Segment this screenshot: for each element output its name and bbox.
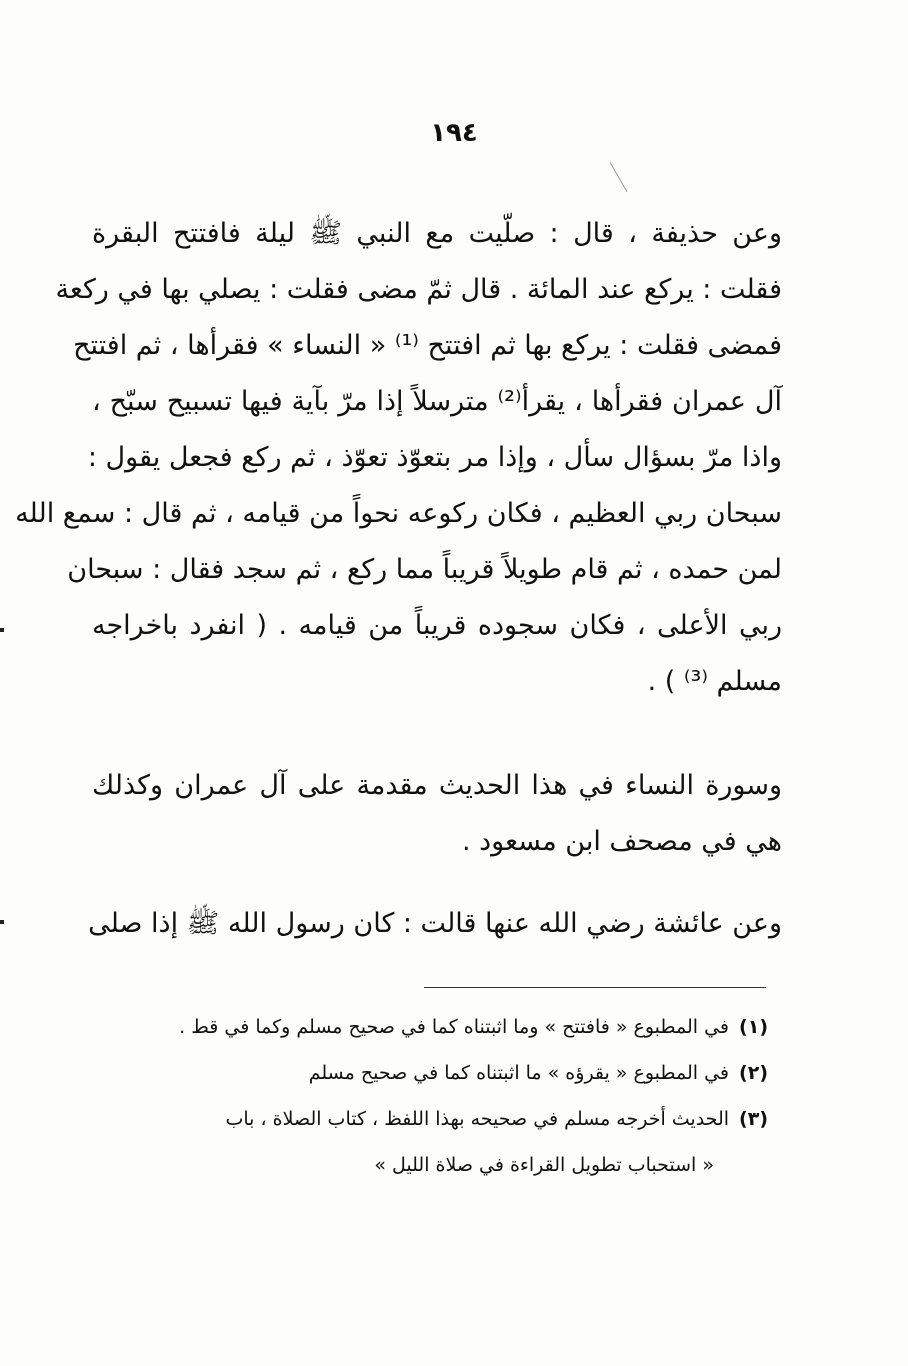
text-line: وعن عائشة رضي الله عنها قالت : كان رسول الله ﷺ إذا صلى [88,908,782,939]
scan-mark [0,920,4,924]
text-line: فمضى فقلت : يركع بها ثم افتتح ⁽¹⁾ « النساء » فقرأها ، ثم افتتح [73,330,782,361]
text-line: فقلت : يركع عند المائة . قال ثمّ مضى فقلت : يصلي بها في ركعة [55,274,782,305]
page-number: ١٩٤ [430,118,478,148]
text-line: واذا مرّ بسؤال سأل ، وإذا مر بتعوّذ تعوّذ ، ثم ركع فجعل يقول : [87,442,782,473]
footnote-text: الحديث أخرجه مسلم في صحيحه بهذا اللفظ ، كتاب الصلاة ، باب [225,1108,730,1130]
text-line: مسلم ⁽³⁾ ) . [647,666,782,697]
footnote-text: في المطبوع « فافتتح » وما اثبتناه كما في صحيح مسلم وكما في قط . [179,1016,730,1038]
footnote-3 [96,1110,768,1156]
scan-mark [0,628,4,632]
paragraph-surat-nisa [92,772,782,884]
footnote-number: (٢) [739,1062,768,1084]
footnotes [96,1018,768,1202]
paragraph-hudhayfa [15,218,782,724]
footnote-text: في المطبوع « يقرؤه » ما اثبتناه كما في صحيح مسلم [308,1062,730,1084]
footnote-3-continued [96,1156,768,1202]
footnote-2 [96,1064,768,1110]
text-line: سبحان ربي العظيم ، فكان ركوعه نحواً من قيامه ، ثم قال : سمع الله [15,498,782,529]
footnote-1 [96,1018,768,1064]
footnote-text: « استحباب تطويل القراءة في صلاة الليل » [374,1154,714,1176]
footnote-number: (١) [739,1016,768,1038]
paragraph-aisha [88,908,782,966]
footnote-number: (٣) [739,1108,768,1130]
text-line: هي في مصحف ابن مسعود . [461,826,782,857]
text-line: لمن حمده ، ثم قام طويلاً قريباً مما ركع ، ثم سجد فقال : سبحان [67,554,782,585]
footnote-divider [424,987,766,988]
text-line: وسورة النساء في هذا الحديث مقدمة على آل عمران وكذلك [92,770,782,801]
text-line: وعن حذيفة ، قال : صلّيت مع النبي ﷺ ليلة فافتتح البقرة [92,218,782,249]
text-line: ربي الأعلى ، فكان سجوده قريباً من قيامه . ( انفرد باخراجه [92,610,782,641]
text-line: آل عمران فقرأها ، يقرأ⁽²⁾ مترسلاً إذا مرّ بآية فيها تسبيح سبّح ، [92,386,782,417]
scan-mark [610,162,628,192]
